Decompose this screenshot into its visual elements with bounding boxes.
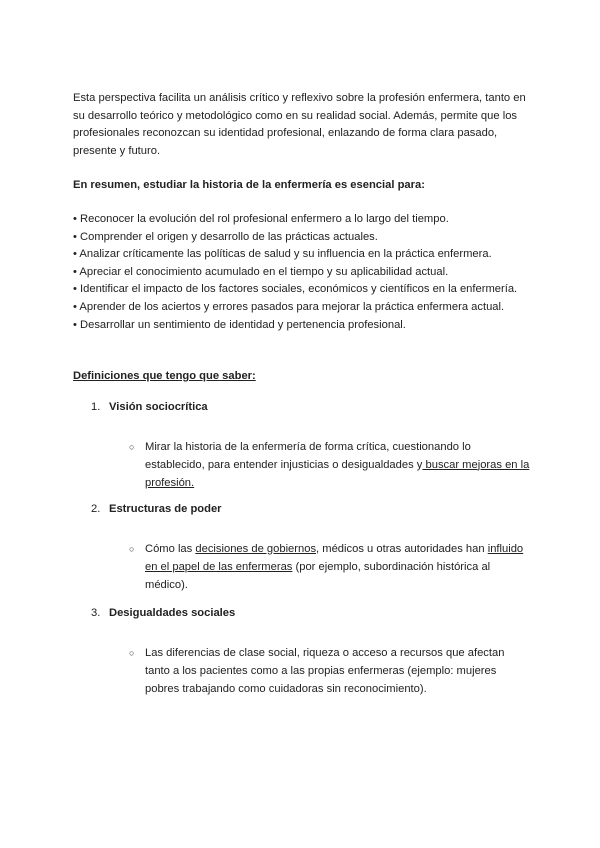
- definition-3: [91, 605, 531, 698]
- list-item: • Analizar críticamente las políticas de salud y su influencia en la práctica enfermera.: [73, 248, 492, 261]
- list-item: • Reconocer la evolución del rol profesional enfermero a lo largo del tiempo.: [73, 213, 449, 225]
- list-item: • Aprender de los aciertos y errores pasados para mejorar la práctica enfermera actual.: [73, 300, 505, 313]
- definition-text: Mirar la historia de la enfermería de forma crítica, cuestionando lo establecido, para entender injusticias o desigualdades y: [145, 440, 471, 471]
- definition-text: Cómo las: [145, 542, 196, 555]
- list-item: • Comprender el origen y desarrollo de las prácticas actuales.: [73, 230, 378, 243]
- definition-text: , médicos u otras autoridades han: [316, 542, 488, 555]
- definition-title-text: Estructuras de poder: [109, 503, 222, 515]
- underlined-link[interactable]: influido en el papel de las enfermeras: [145, 542, 524, 573]
- circle-bullet-icon: ○: [129, 441, 135, 452]
- definition-number: 2.: [91, 503, 101, 515]
- definition-title: [91, 501, 531, 519]
- definition-title: [91, 605, 531, 623]
- circle-bullet-icon: ○: [129, 647, 135, 658]
- definition-number: 1.: [91, 401, 101, 413]
- underlined-link[interactable]: decisiones de gobiernos: [195, 542, 317, 555]
- circle-bullet-icon: ○: [129, 543, 135, 554]
- definition-text: Las diferencias de clase social, riqueza o acceso a recursos que afectan tanto a los pacientes como a las propias enfermeras (ejemplo: mujeres pobres trabajando como cuidadoras sin reconocimiento).: [145, 646, 505, 695]
- definition-title-text: Visión sociocrítica: [109, 401, 208, 413]
- intro-paragraph: Esta perspectiva facilita un análisis crítico y reflexivo sobre la profesión enfermera, tanto en su desarrollo teórico y metodológico como en su realidad social. Además, permite que los profesionales reconozcan su identidad profesional, enlazando de forma clara pasado, presente y futuro.: [73, 92, 526, 157]
- list-item: • Desarrollar un sentimiento de identidad y pertenencia profesional.: [73, 318, 406, 331]
- definition-detail: [91, 644, 531, 698]
- definitions-heading: Definiciones que tengo que saber:: [73, 370, 256, 382]
- definition-title-text: Desigualdades sociales: [109, 607, 236, 619]
- definition-title: [91, 399, 531, 417]
- definition-text: (por ejemplo, subordinación histórica al médico).: [145, 560, 491, 591]
- summary-list: [73, 211, 533, 334]
- definition-number: 3.: [91, 607, 101, 619]
- definition-2: [91, 501, 531, 594]
- definition-detail: [91, 540, 531, 594]
- list-item: • Identificar el impacto de los factores sociales, económicos y científicos en la enfermería.: [73, 283, 518, 296]
- definition-detail: [91, 438, 531, 492]
- underlined-link[interactable]: buscar mejoras en la profesión.: [145, 458, 530, 489]
- summary-heading: En resumen, estudiar la historia de la enfermería es esencial para:: [73, 179, 425, 191]
- definition-1: [91, 399, 531, 492]
- list-item: • Apreciar el conocimiento acumulado en el tiempo y su aplicabilidad actual.: [73, 265, 449, 278]
